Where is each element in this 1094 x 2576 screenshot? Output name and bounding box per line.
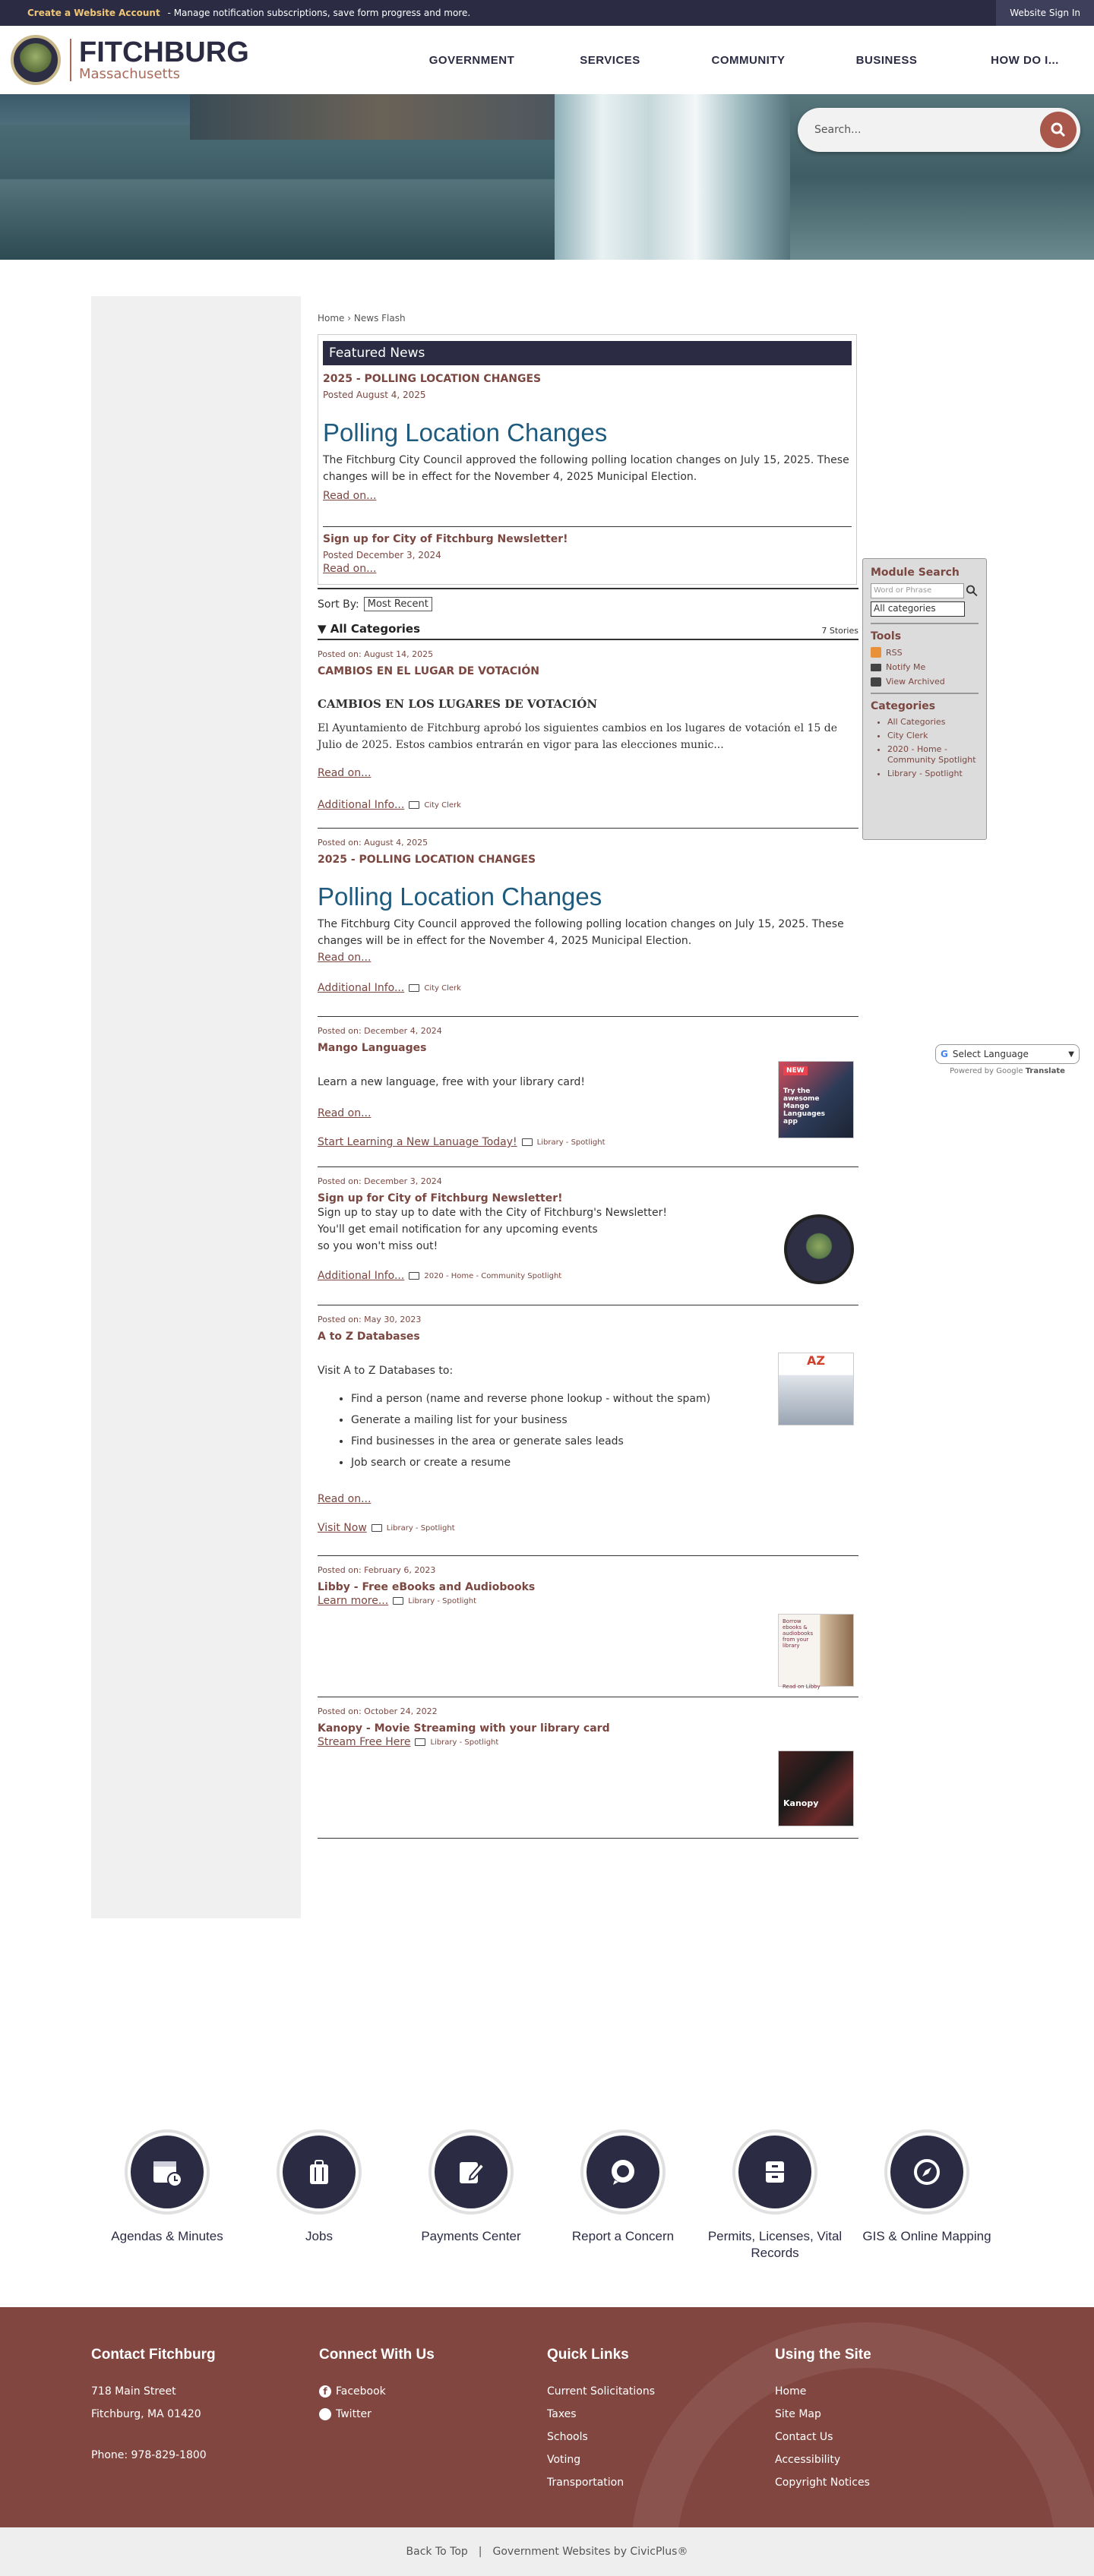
quick-link-label: Jobs	[305, 2229, 333, 2243]
sort-by	[318, 597, 858, 611]
account-message	[27, 8, 470, 18]
category-icon	[372, 1524, 382, 1532]
story-link[interactable]: Visit Now	[318, 1522, 367, 1534]
quick-link-agendas[interactable]	[91, 2129, 243, 2307]
featured-title-2[interactable]: Sign up for City of Fitchburg Newsletter!	[323, 533, 568, 545]
footer-connect	[319, 2347, 547, 2527]
story-category[interactable]: Library - Spotlight	[408, 1596, 477, 1605]
footer-connect-title: Connect With Us	[319, 2347, 435, 2363]
tool-view-archived[interactable]	[871, 677, 979, 687]
rss-icon	[871, 647, 881, 658]
story-heading: Polling Location Changes	[318, 882, 602, 911]
account-message-text: - Manage notification subscriptions, save form progress and more.	[167, 8, 471, 18]
quick-link-label: Report a Concern	[571, 2229, 675, 2243]
breadcrumb	[318, 313, 858, 324]
sign-in-button[interactable]: Website Sign In	[996, 0, 1094, 26]
news-story	[318, 1556, 858, 1697]
story-body-line: You'll get email notification for any upcoming events	[318, 1223, 598, 1236]
bottom-bar	[0, 2527, 1094, 2576]
nav-business[interactable]: BUSINESS	[855, 53, 918, 67]
story-posted: Posted on: May 30, 2023	[318, 1315, 422, 1324]
featured-posted: Posted August 4, 2025	[323, 390, 426, 400]
chevron-down-icon: ▼	[1068, 1050, 1074, 1059]
category-icon	[409, 1272, 419, 1280]
featured-news	[318, 334, 857, 585]
breadcrumb-home[interactable]: Home	[318, 313, 345, 324]
google-g-icon: G	[941, 1049, 948, 1059]
envelope-icon	[871, 664, 881, 671]
twitter-icon	[319, 2408, 331, 2420]
powered-label: Powered by	[950, 1067, 994, 1075]
thumb-text: AZ	[807, 1353, 825, 1368]
story-body-line: Sign up to stay up to date with the City of Fitchburg's Newsletter!	[318, 1207, 667, 1219]
footer-twitter-link[interactable]	[319, 2403, 547, 2426]
story-category[interactable]: Library - Spotlight	[536, 1138, 605, 1147]
city-seal-thumbnail[interactable]	[784, 1214, 854, 1284]
news-flash-main	[318, 296, 858, 1839]
mango-thumbnail[interactable]	[778, 1061, 854, 1138]
city-name: FITCHBURG	[79, 36, 249, 68]
categories-title: Categories	[871, 700, 936, 712]
search-input[interactable]: Search...	[814, 124, 862, 136]
story-body: Learn a new language, free with your library card!	[318, 1076, 585, 1088]
quick-link-jobs[interactable]	[243, 2129, 395, 2307]
footer-link-label: Facebook	[336, 2385, 386, 2398]
category-icon	[409, 984, 419, 992]
story-title[interactable]: A to Z Databases	[318, 1331, 420, 1343]
story-link[interactable]: Additional Info...	[318, 982, 405, 994]
thumb-text: Try the awesome Mango Languages app	[783, 1088, 826, 1125]
calendar-clock-icon	[150, 2155, 184, 2189]
kanopy-thumbnail[interactable]	[778, 1750, 854, 1826]
city-seal-logo[interactable]	[11, 35, 61, 85]
featured-heading: Polling Location Changes	[323, 418, 608, 447]
footer-quick-links	[547, 2347, 775, 2527]
news-story	[318, 829, 858, 1017]
story-read-on[interactable]: Read on...	[318, 1493, 372, 1505]
footer-link-label: Twitter	[336, 2408, 372, 2420]
logo-divider	[70, 39, 71, 81]
footer-contact	[91, 2347, 319, 2527]
footer-quick-title: Quick Links	[547, 2347, 629, 2363]
tool-label: View Archived	[886, 677, 945, 687]
site-header	[0, 26, 1094, 94]
footer-link[interactable]: Schools	[547, 2431, 588, 2443]
category-item[interactable]: • 2020 - Home - Community Spotlight	[887, 744, 979, 766]
story-posted: Posted on: August 4, 2025	[318, 838, 428, 848]
story-category[interactable]: Library - Spotlight	[386, 1523, 455, 1533]
story-body: The Fitchburg City Council approved the following polling location changes on July 15, 2025. These changes will be in effect for the November 4, 2025 Municipal Election.	[318, 918, 844, 947]
footer-phone: Phone: 978-829-1800	[91, 2449, 207, 2461]
story-title[interactable]: CAMBIOS EN EL LUGAR DE VOTACIÓN	[318, 665, 540, 677]
story-links	[318, 799, 858, 811]
nav-community[interactable]: COMMUNITY	[711, 53, 786, 67]
footer-link[interactable]: Current Solicitations	[547, 2385, 656, 2398]
story-category[interactable]: City Clerk	[424, 983, 461, 993]
chat-bubble-icon	[607, 2156, 639, 2188]
news-story	[318, 1305, 858, 1556]
breadcrumb-sep: ›	[347, 313, 352, 324]
footer-contact-title: Contact Fitchburg	[91, 2347, 216, 2363]
story-links	[318, 1736, 858, 1748]
module-search-title: Module Search	[871, 567, 960, 579]
edit-form-icon	[455, 2156, 487, 2188]
thumb-sub: Read on Libby	[783, 1684, 820, 1690]
story-title[interactable]: Sign up for City of Fitchburg Newsletter!	[318, 1192, 563, 1204]
story-links	[318, 1595, 858, 1607]
left-column	[91, 296, 301, 1918]
quick-link-permits[interactable]	[699, 2129, 851, 2307]
city-logo-text[interactable]	[79, 38, 249, 82]
news-story	[318, 1017, 858, 1167]
nav-how-do-i[interactable]: HOW DO I...	[991, 53, 1059, 67]
thumb-text: Borrow ebooks & audiobooks from your library	[783, 1618, 814, 1649]
quick-link-label: GIS & Online Mapping	[862, 2229, 991, 2243]
thumb-new-badge: NEW	[783, 1066, 808, 1075]
story-body-line: so you won't miss out!	[318, 1240, 438, 1252]
quick-link-gis[interactable]	[851, 2129, 1003, 2307]
story-link[interactable]: Learn more...	[318, 1595, 389, 1607]
top-bar	[0, 0, 1094, 26]
footer-link[interactable]: Taxes	[547, 2408, 577, 2420]
bullet-item: • Find businesses in the area or generate sales leads	[351, 1431, 858, 1452]
story-body: El Ayuntamiento de Fitchburg aprobó los siguientes cambios en los lugares de votación el 15 de Julio de 2025. Estos cambios entrarán en vigor para las elecciones munic...	[318, 722, 838, 751]
story-posted: Posted on: February 6, 2023	[318, 1565, 436, 1575]
search-box[interactable]	[798, 108, 1080, 152]
footer-address-line: Fitchburg, MA 01420	[91, 2408, 201, 2420]
site-footer	[0, 2307, 1094, 2527]
quick-link-payments[interactable]	[395, 2129, 547, 2307]
featured-title[interactable]: 2025 - POLLING LOCATION CHANGES	[323, 373, 542, 385]
story-title[interactable]: Libby - Free eBooks and Audiobooks	[318, 1581, 536, 1593]
story-posted: Posted on: December 4, 2024	[318, 1026, 442, 1036]
featured-read-on-2[interactable]: Read on...	[323, 563, 377, 575]
state-name: Massachusetts	[79, 66, 181, 82]
category-select[interactable]: All categories	[871, 601, 965, 617]
footer-link[interactable]: Transportation	[547, 2477, 624, 2489]
nav-services[interactable]: SERVICES	[580, 53, 640, 67]
story-title[interactable]: Mango Languages	[318, 1042, 427, 1054]
quick-link-report-concern[interactable]	[547, 2129, 699, 2307]
category-icon	[393, 1597, 403, 1605]
category-item[interactable]: • City Clerk	[887, 731, 979, 741]
category-icon	[409, 801, 419, 809]
story-links	[318, 1270, 858, 1282]
featured-header: Featured News	[323, 341, 852, 365]
footer-using-site	[775, 2347, 1003, 2527]
search-icon	[1050, 122, 1067, 138]
breadcrumb-current: News Flash	[353, 313, 406, 324]
tools-title: Tools	[871, 630, 902, 642]
story-body: Visit A to Z Databases to:	[318, 1365, 454, 1377]
footer-link[interactable]: Site Map	[775, 2408, 821, 2420]
news-story	[318, 1167, 858, 1305]
footer-link[interactable]: Accessibility	[775, 2454, 841, 2466]
story-read-on[interactable]: Read on...	[318, 952, 372, 964]
footer-link[interactable]: Home	[775, 2385, 807, 2398]
powered-by	[935, 1067, 1080, 1075]
libby-thumbnail[interactable]	[778, 1614, 854, 1690]
story-links	[318, 982, 858, 994]
footer-using-title: Using the Site	[775, 2347, 871, 2363]
bottom-separator: |	[478, 2546, 482, 2558]
story-link[interactable]: Additional Info...	[318, 799, 405, 811]
quick-link-label: Payments Center	[421, 2229, 521, 2243]
facebook-icon: f	[319, 2385, 331, 2398]
bullet-item: • Generate a mailing list for your business	[351, 1410, 858, 1431]
category-list	[887, 717, 979, 779]
story-subheading: CAMBIOS EN LOS LUGARES DE VOTACIÓN	[318, 697, 598, 711]
news-story	[318, 1697, 858, 1839]
story-title[interactable]: Kanopy - Movie Streaming with your library card	[318, 1722, 610, 1735]
footer-link[interactable]: Voting	[547, 2454, 581, 2466]
footer-link[interactable]: Copyright Notices	[775, 2477, 870, 2489]
bullet-item: • Find a person (name and reverse phone lookup - without the spam)	[351, 1388, 858, 1410]
story-title[interactable]: 2025 - POLLING LOCATION CHANGES	[318, 854, 536, 866]
story-posted: Posted on: October 24, 2022	[318, 1706, 438, 1716]
story-link[interactable]: Start Learning a New Lanuage Today!	[318, 1136, 517, 1148]
tool-label: Notify Me	[886, 662, 926, 672]
featured-posted-2: Posted December 3, 2024	[323, 550, 441, 560]
all-categories-header[interactable]	[318, 622, 858, 640]
category-item[interactable]: • All Categories	[887, 717, 979, 728]
google-translate	[935, 1044, 1080, 1075]
google-label: Google	[996, 1067, 1023, 1075]
bullet-item: • Job search or create a resume	[351, 1452, 858, 1473]
civicplus-link[interactable]: Government Websites by CivicPlus®	[492, 2546, 688, 2558]
a-to-z-thumbnail[interactable]	[778, 1353, 854, 1425]
nav-government[interactable]: GOVERNMENT	[428, 53, 515, 67]
story-link[interactable]: Stream Free Here	[318, 1736, 411, 1748]
story-category[interactable]: 2020 - Home - Community Spotlight	[424, 1271, 562, 1280]
news-story	[318, 640, 858, 829]
footer-address-line: 718 Main Street	[91, 2385, 176, 2398]
footer-link[interactable]: Contact Us	[775, 2431, 833, 2443]
story-posted: Posted on: December 3, 2024	[318, 1176, 442, 1186]
search-icon[interactable]	[966, 584, 979, 598]
story-link[interactable]: Additional Info...	[318, 1270, 405, 1282]
tool-notify-me[interactable]	[871, 662, 979, 672]
module-search-input[interactable]: Word or Phrase	[871, 583, 964, 598]
category-item[interactable]: • Library - Spotlight	[887, 769, 979, 779]
briefcase-icon	[304, 2157, 334, 2187]
module-sidebar	[862, 558, 987, 840]
category-icon	[522, 1138, 533, 1146]
back-to-top-link[interactable]: Back To Top	[406, 2546, 468, 2558]
story-count: 7 Stories	[821, 626, 858, 636]
footer-facebook-link[interactable]	[319, 2380, 547, 2403]
main-nav	[403, 26, 1094, 94]
sort-label: Sort By:	[318, 598, 359, 611]
page-body	[0, 260, 1094, 2107]
sort-select[interactable]: Most Recent	[364, 597, 432, 611]
tool-label: RSS	[886, 647, 903, 658]
thumb-text: Kanopy	[783, 1798, 819, 1808]
tool-rss[interactable]	[871, 647, 979, 658]
search-button[interactable]	[1040, 112, 1077, 148]
story-read-on[interactable]: Read on...	[318, 1107, 372, 1119]
create-account-link[interactable]: Create a Website Account	[27, 8, 160, 18]
featured-read-on[interactable]: Read on...	[323, 490, 377, 502]
language-select-label: Select Language	[952, 1049, 1029, 1059]
archive-icon	[871, 677, 881, 687]
translate-link[interactable]: Translate	[1025, 1067, 1065, 1075]
quick-link-icons	[0, 2107, 1094, 2307]
story-links	[318, 1522, 858, 1534]
file-cabinet-icon	[760, 2157, 790, 2187]
language-select[interactable]	[935, 1044, 1080, 1064]
category-icon	[415, 1738, 425, 1746]
all-categories-label[interactable]: ▼ All Categories	[318, 622, 421, 636]
compass-icon	[911, 2156, 943, 2188]
story-category[interactable]: Library - Spotlight	[430, 1738, 499, 1747]
quick-link-label: Permits, Licenses, Vital Records	[707, 2229, 843, 2260]
featured-body: The Fitchburg City Council approved the following polling location changes on July 15, 2025. These changes will be in effect for the November 4, 2025 Municipal Election.	[323, 454, 849, 483]
hero-banner	[0, 94, 1094, 260]
story-read-on[interactable]: Read on...	[318, 767, 372, 779]
story-category[interactable]: City Clerk	[424, 800, 461, 810]
quick-link-label: Agendas & Minutes	[111, 2229, 223, 2243]
story-posted: Posted on: August 14, 2025	[318, 649, 434, 659]
